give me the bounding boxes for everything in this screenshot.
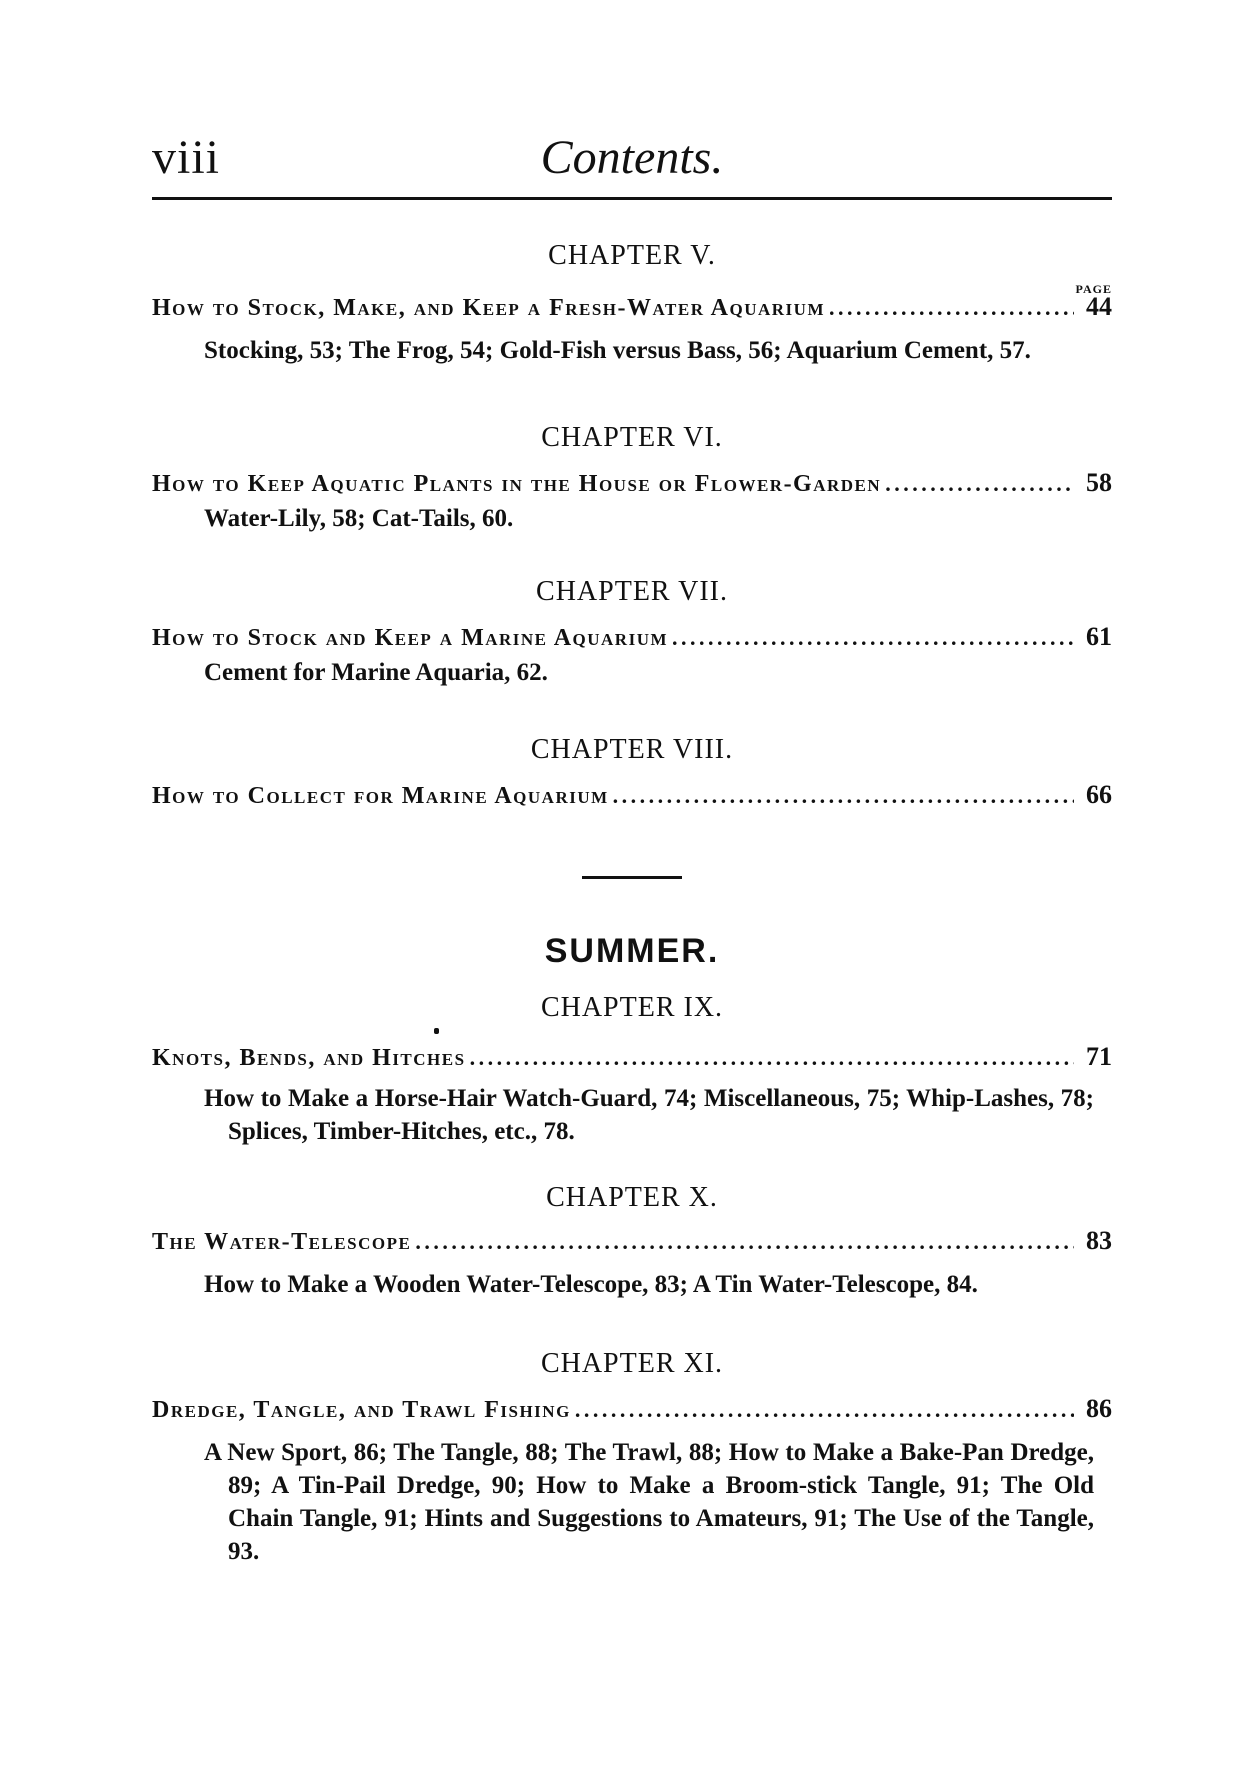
chapter-title: The Water-Telescope — [152, 1229, 412, 1255]
chapter-heading: CHAPTER VII. — [536, 576, 728, 607]
chapter-subentries: Water-Lily, 58; Cat-Tails, 60. — [204, 505, 514, 532]
chapter-subentries: Stocking, 53; The Frog, 54; Gold-Fish versus Bass, 56; Aquarium Cement, 57. — [204, 337, 1031, 364]
chapter-title: How to Keep Aquatic Plants in the House or Flower-Garden — [152, 471, 882, 497]
chapter-title: How to Stock, Make, and Keep a Fresh-Water Aquarium — [152, 295, 825, 321]
toc-entry — [152, 1394, 1112, 1430]
dot-leader — [415, 1229, 1074, 1255]
chapter-page: 61 — [1086, 622, 1112, 651]
chapter-page: 83 — [1086, 1226, 1112, 1255]
dot-leader — [575, 1397, 1074, 1423]
chapter-page: 71 — [1086, 1042, 1112, 1071]
chapter-title: How to Collect for Marine Aquarium — [152, 783, 609, 809]
chapter-title: How to Stock and Keep a Marine Aquarium — [152, 625, 669, 651]
dot-leader — [829, 295, 1074, 321]
chapter-title: Dredge, Tangle, and Trawl Fishing — [152, 1397, 571, 1423]
chapter-heading: CHAPTER V. — [548, 240, 716, 271]
dot-leader — [613, 783, 1074, 809]
chapter-subentries: Cement for Marine Aquaria, 62. — [204, 659, 548, 686]
page-title: Contents. — [540, 131, 724, 184]
dot-leader — [672, 625, 1074, 651]
dot-leader — [470, 1045, 1074, 1071]
toc-entry — [152, 622, 1112, 658]
toc-entry — [152, 1042, 1112, 1078]
chapter-page: 66 — [1086, 780, 1112, 809]
chapter-title: Knots, Bends, and Hitches — [152, 1045, 466, 1071]
chapter-heading: CHAPTER IX. — [540, 992, 724, 1023]
dot-leader — [885, 471, 1074, 497]
section-divider — [582, 876, 682, 879]
chapter-heading: CHAPTER X. — [546, 1182, 718, 1213]
chapter-page: 44 — [1086, 292, 1112, 321]
chapter-heading: CHAPTER VIII. — [530, 734, 734, 765]
chapter-page: 86 — [1086, 1394, 1112, 1423]
chapter-subentries: How to Make a Horse-Hair Watch-Guard, 74; Miscellaneous, 75; Whip-Lashes, 78; Splices, Timber-Hitches, etc., 78. — [204, 1085, 1094, 1145]
toc-entry — [152, 292, 1112, 328]
running-header — [152, 118, 1112, 198]
chapter-subentries: How to Make a Wooden Water-Telescope, 83; A Tin Water-Telescope, 84. — [204, 1271, 978, 1298]
chapter-heading: CHAPTER VI. — [541, 422, 723, 453]
header-rule — [152, 197, 1112, 200]
page-number: viii — [152, 131, 221, 184]
season-heading: SUMMER. — [544, 932, 720, 970]
chapter-subentries: A New Sport, 86; The Tangle, 88; The Trawl, 88; How to Make a Bake-Pan Dredge, 89; A Tin-Pail Dredge, 90; How to Make a Broom-stick Tangle, 91; The Old Chain Tangle, 91; Hints and Suggestions to Amateurs, 91; The Use of the Tangle, 93. — [204, 1439, 1094, 1565]
chapter-page: 58 — [1086, 468, 1112, 497]
toc-entry — [152, 1226, 1112, 1262]
contents-page — [152, 0, 1112, 1786]
printer-mark — [434, 1028, 439, 1034]
toc-entry — [152, 468, 1112, 504]
toc-entry — [152, 780, 1112, 816]
page-column-label: PAGE — [1075, 282, 1112, 296]
chapter-heading: CHAPTER XI. — [540, 1348, 724, 1379]
